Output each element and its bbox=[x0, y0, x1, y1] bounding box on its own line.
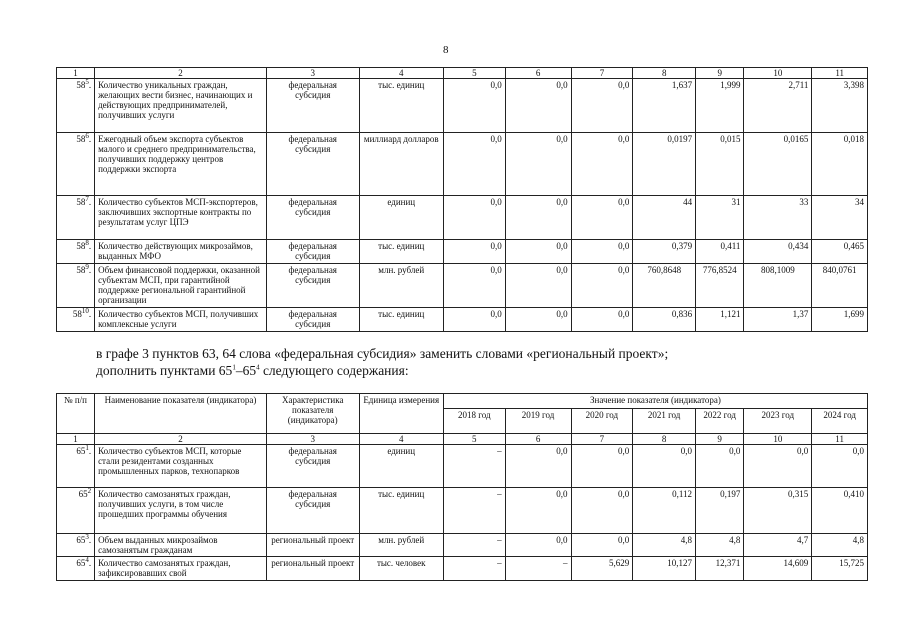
value-cell: 0,0 bbox=[571, 196, 633, 240]
head-year: 2022 год bbox=[696, 409, 744, 434]
value-cell: 0,0 bbox=[443, 308, 505, 332]
head-type: Характеристика показателя (индикатора) bbox=[266, 394, 359, 434]
value-cell: 3,398 bbox=[812, 79, 868, 133]
column-number: 11 bbox=[812, 434, 868, 445]
table-row bbox=[57, 308, 868, 332]
column-number: 5 bbox=[443, 434, 505, 445]
value-cell: 808,1009 bbox=[744, 264, 812, 308]
value-cell: 0,0165 bbox=[744, 133, 812, 196]
head-year: 2023 год bbox=[744, 409, 812, 434]
column-number: 1 bbox=[57, 68, 95, 79]
table-row bbox=[57, 445, 868, 488]
value-cell: 0,0 bbox=[571, 264, 633, 308]
value-cell: 0,0 bbox=[571, 308, 633, 332]
indicator-type: федеральная субсидия bbox=[266, 196, 359, 240]
indicator-name: Ежегодный объем экспорта субъектов малого и среднего предпринимательства, получивших поддержку центров поддержки экспорта bbox=[95, 133, 267, 196]
indicator-name: Количество субъектов МСП, получивших комплексные услуги bbox=[95, 308, 267, 332]
indicators-table-65 bbox=[56, 393, 868, 581]
value-cell: 33 bbox=[744, 196, 812, 240]
column-number: 2 bbox=[95, 68, 267, 79]
row-number: $58^5$. bbox=[57, 79, 95, 133]
table-row bbox=[57, 264, 868, 308]
value-cell: 1,999 bbox=[696, 79, 744, 133]
value-cell: 4,8 bbox=[812, 534, 868, 557]
row-number: $58^7$. bbox=[57, 196, 95, 240]
value-cell: 34 bbox=[812, 196, 868, 240]
value-cell: 0,0 bbox=[571, 79, 633, 133]
table-head-row bbox=[57, 394, 868, 409]
value-cell: 0,0 bbox=[571, 240, 633, 264]
value-cell: 0,0197 bbox=[633, 133, 696, 196]
column-number: 6 bbox=[505, 68, 571, 79]
head-year: 2018 год bbox=[443, 409, 505, 434]
column-number: 6 bbox=[505, 434, 571, 445]
value-cell: 10,127 bbox=[633, 557, 696, 581]
value-cell: 4,8 bbox=[633, 534, 696, 557]
value-cell: 0,411 bbox=[696, 240, 744, 264]
value-cell: 0,0 bbox=[443, 133, 505, 196]
indicator-type: региональный проект bbox=[266, 557, 359, 581]
indicator-type: федеральная субсидия bbox=[266, 264, 359, 308]
value-cell: 1,121 bbox=[696, 308, 744, 332]
column-number: 5 bbox=[443, 68, 505, 79]
column-number: 9 bbox=[696, 68, 744, 79]
indicator-unit: тыс. единиц bbox=[359, 308, 443, 332]
value-cell: 2,711 bbox=[744, 79, 812, 133]
head-year: 2019 год bbox=[505, 409, 571, 434]
value-cell: 0,379 bbox=[633, 240, 696, 264]
value-cell: 0,0 bbox=[571, 488, 633, 534]
value-cell: 0,0 bbox=[571, 445, 633, 488]
table-row bbox=[57, 534, 868, 557]
value-cell: 0,434 bbox=[744, 240, 812, 264]
table-row bbox=[57, 488, 868, 534]
value-cell: 0,0 bbox=[443, 264, 505, 308]
head-values-title: Значение показателя (индикатора) bbox=[443, 394, 867, 409]
row-number: $58^8$. bbox=[57, 240, 95, 264]
value-cell: 0,0 bbox=[571, 534, 633, 557]
value-cell: 12,371 bbox=[696, 557, 744, 581]
value-cell: 31 bbox=[696, 196, 744, 240]
column-number: 8 bbox=[633, 434, 696, 445]
instruction-line-2: дополнить пунктами $65^1-65^4$ следующего содержания: bbox=[96, 363, 409, 378]
indicator-type: федеральная субсидия bbox=[266, 133, 359, 196]
value-cell: 760,8648 bbox=[633, 264, 696, 308]
indicator-unit: млн. рублей bbox=[359, 264, 443, 308]
value-cell: 0,197 bbox=[696, 488, 744, 534]
column-number: 10 bbox=[744, 434, 812, 445]
indicator-type: региональный проект bbox=[266, 534, 359, 557]
table-row bbox=[57, 79, 868, 133]
indicator-type: федеральная субсидия bbox=[266, 308, 359, 332]
column-number: 3 bbox=[266, 434, 359, 445]
indicators-table-58 bbox=[56, 67, 868, 332]
instruction-line-1: в графе 3 пунктов 63, 64 слова «федеральная субсидия» заменить словами «региональный проект»; bbox=[96, 346, 669, 361]
value-cell: – bbox=[443, 445, 505, 488]
column-number: 3 bbox=[266, 68, 359, 79]
value-cell: 0,0 bbox=[505, 264, 571, 308]
value-cell: 0,112 bbox=[633, 488, 696, 534]
indicator-unit: миллиард долларов bbox=[359, 133, 443, 196]
indicator-name: Объем финансовой поддержки, оказанной субъектам МСП, при гарантийной поддержке региональной гарантийной организации bbox=[95, 264, 267, 308]
value-cell: 0,0 bbox=[505, 445, 571, 488]
value-cell: 0,0 bbox=[505, 308, 571, 332]
indicator-unit: тыс. единиц bbox=[359, 488, 443, 534]
value-cell: 15,725 bbox=[812, 557, 868, 581]
table-header-row bbox=[57, 434, 868, 445]
row-number: $65^3$. bbox=[57, 534, 95, 557]
row-number: $58^{10}$. bbox=[57, 308, 95, 332]
value-cell: 0,315 bbox=[744, 488, 812, 534]
value-cell: 0,836 bbox=[633, 308, 696, 332]
column-number: 2 bbox=[95, 434, 267, 445]
value-cell: 0,0 bbox=[443, 240, 505, 264]
column-number: 9 bbox=[696, 434, 744, 445]
column-number: 4 bbox=[359, 434, 443, 445]
value-cell: 0,0 bbox=[505, 79, 571, 133]
value-cell: 44 bbox=[633, 196, 696, 240]
column-number: 7 bbox=[571, 68, 633, 79]
head-year: 2021 год bbox=[633, 409, 696, 434]
value-cell: 776,8524 bbox=[696, 264, 744, 308]
value-cell: 0,0 bbox=[633, 445, 696, 488]
indicator-unit: единиц bbox=[359, 196, 443, 240]
indicator-unit: млн. рублей bbox=[359, 534, 443, 557]
indicator-name: Объем выданных микрозаймов самозанятым гражданам bbox=[95, 534, 267, 557]
table-row bbox=[57, 196, 868, 240]
column-number: 8 bbox=[633, 68, 696, 79]
value-cell: 0,410 bbox=[812, 488, 868, 534]
value-cell: 0,0 bbox=[505, 488, 571, 534]
indicator-type: федеральная субсидия bbox=[266, 488, 359, 534]
row-number: $58^6$. bbox=[57, 133, 95, 196]
row-number: $65^1$. bbox=[57, 445, 95, 488]
value-cell: 0,0 bbox=[812, 445, 868, 488]
row-number: $58^9$. bbox=[57, 264, 95, 308]
value-cell: 0,0 bbox=[505, 240, 571, 264]
indicator-name: Количество действующих микрозаймов, выданных МФО bbox=[95, 240, 267, 264]
value-cell: 840,0761 bbox=[812, 264, 868, 308]
indicator-unit: тыс. единиц bbox=[359, 79, 443, 133]
value-cell: – bbox=[443, 488, 505, 534]
page-number: 8 bbox=[443, 44, 449, 56]
value-cell: 0,0 bbox=[505, 196, 571, 240]
value-cell: 4,8 bbox=[696, 534, 744, 557]
indicator-unit: тыс. человек bbox=[359, 557, 443, 581]
indicator-type: федеральная субсидия bbox=[266, 240, 359, 264]
value-cell: 0,465 bbox=[812, 240, 868, 264]
head-name: Наименование показателя (индикатора) bbox=[95, 394, 267, 434]
value-cell: 5,629 bbox=[571, 557, 633, 581]
column-number: 7 bbox=[571, 434, 633, 445]
table-header-row bbox=[57, 68, 868, 79]
indicator-name: Количество субъектов МСП-экспортеров, заключивших экспортные контракты по результатам услуг ЦПЭ bbox=[95, 196, 267, 240]
indicator-name: Количество самозанятых граждан, получивших услуги, в том числе прошедших программы обучения bbox=[95, 488, 267, 534]
column-number: 4 bbox=[359, 68, 443, 79]
indicator-name: Количество уникальных граждан, желающих вести бизнес, начинающих и действующих предпринимателей, получивших услуги bbox=[95, 79, 267, 133]
value-cell: – bbox=[505, 557, 571, 581]
value-cell: 0,0 bbox=[443, 196, 505, 240]
indicator-type: федеральная субсидия bbox=[266, 79, 359, 133]
column-number: 1 bbox=[57, 434, 95, 445]
column-number: 11 bbox=[812, 68, 868, 79]
indicator-name: Количество субъектов МСП, которые стали резидентами созданных промышленных парков, технопарков bbox=[95, 445, 267, 488]
indicator-name: Количество самозанятых граждан, зафиксировавших свой bbox=[95, 557, 267, 581]
value-cell: 4,7 bbox=[744, 534, 812, 557]
value-cell: 0,0 bbox=[505, 534, 571, 557]
indicator-type: федеральная субсидия bbox=[266, 445, 359, 488]
head-year: 2020 год bbox=[571, 409, 633, 434]
value-cell: – bbox=[443, 557, 505, 581]
column-number: 10 bbox=[744, 68, 812, 79]
value-cell: – bbox=[443, 534, 505, 557]
value-cell: 1,637 bbox=[633, 79, 696, 133]
indicator-unit: тыс. единиц bbox=[359, 240, 443, 264]
value-cell: 0,018 bbox=[812, 133, 868, 196]
head-num: № п/п bbox=[57, 394, 95, 434]
value-cell: 1,37 bbox=[744, 308, 812, 332]
row-number: $65^4$. bbox=[57, 557, 95, 581]
value-cell: 14,609 bbox=[744, 557, 812, 581]
head-year: 2024 год bbox=[812, 409, 868, 434]
row-number: $65^2$ bbox=[57, 488, 95, 534]
head-unit: Единица измерения bbox=[359, 394, 443, 434]
value-cell: 0,0 bbox=[443, 79, 505, 133]
value-cell: 1,699 bbox=[812, 308, 868, 332]
value-cell: 0,0 bbox=[696, 445, 744, 488]
table-row bbox=[57, 557, 868, 581]
value-cell: 0,0 bbox=[505, 133, 571, 196]
value-cell: 0,0 bbox=[744, 445, 812, 488]
table-row bbox=[57, 133, 868, 196]
indicator-unit: единиц bbox=[359, 445, 443, 488]
table-row bbox=[57, 240, 868, 264]
value-cell: 0,0 bbox=[571, 133, 633, 196]
value-cell: 0,015 bbox=[696, 133, 744, 196]
